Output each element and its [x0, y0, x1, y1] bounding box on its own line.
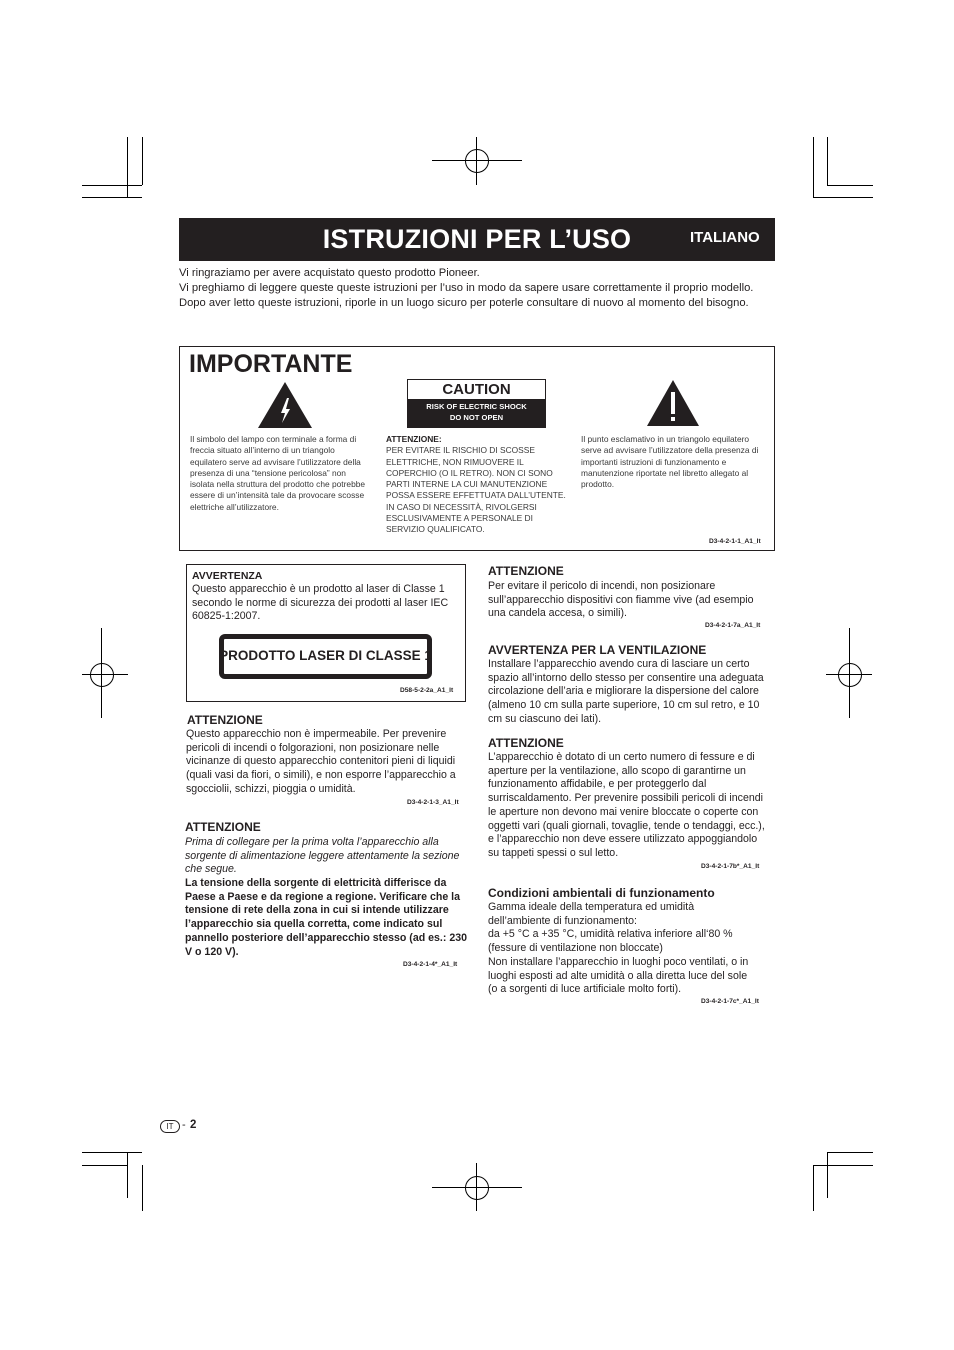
- attenzione-2-heading: ATTENZIONE: [185, 820, 261, 834]
- caution-sub-line-2: DO NOT OPEN: [449, 412, 504, 422]
- attenzione-2-bold: La tensione della sorgente di elettricità differisce da Paese a Paese e da regione a regione. Verificare che la tensione di rete della zona in cui si intende utilizzare l’apparecchio sia quella corretta, come indicato sul pannello posteriore dell’apparecchio stesso (ad es.: 230 V o 120 V).: [185, 877, 468, 958]
- importante-title: IMPORTANTE: [189, 350, 353, 378]
- attenzione-1-text: Questo apparecchio non è impermeabile. Per prevenire pericoli di incendi o folgorazioni, non posizionare nelle vicinanze di questo apparecchio contenitori pieni di liquidi (quali vasi da fiori, o simili), e non esporre l’apparecchio a sgocciolii, schizzi, pioggia o umidità.: [186, 728, 456, 795]
- intro-line-1: Vi ringraziamo per avere acquistato questo prodotto Pioneer.: [179, 267, 480, 279]
- condizioni-line-1: Gamma ideale della temperatura ed umidità dell’ambiente di funzionamento:: [488, 901, 695, 927]
- attenzione-4-text: L’apparecchio è dotato di un certo numero di fessure e di aperture per la ventilazione, allo scopo di garantirne un funzionamento affidabile, e per proteggerlo dal surriscaldamento. Per prevenire possibili pericoli di incendi le aperture non devono mai venire bloccate o coperte con oggetti vari (quali giornali, tovaglie, tende o tendaggi, ecc.), e l’apparecchio non deve essere utilizzato appoggiandolo su tappeti spessi o sul letto.: [488, 751, 765, 859]
- ventilazione-heading: AVVERTENZA PER LA VENTILAZIONE: [488, 643, 707, 657]
- attenzione-3-code: D3-4-2-1-7a_A1_It: [705, 622, 761, 629]
- laser-class-label-text: PRODOTTO LASER DI CLASSE 1: [219, 648, 432, 663]
- avvertenza-text: Questo apparecchio è un prodotto al laser di Classe 1 secondo le norme di sicurezza dei prodotti al laser IEC 60825-1:2007.: [192, 583, 449, 623]
- importante-code: D3-4-2-1-1_A1_It: [709, 538, 761, 545]
- condizioni-code: D3-4-2-1-7c*_A1_It: [701, 998, 759, 1005]
- attenzione-1-heading: ATTENZIONE: [187, 713, 263, 727]
- avvertenza-code: D58-5-2-2a_A1_It: [400, 687, 454, 694]
- condizioni-text: [488, 901, 758, 997]
- caution-sub-line-1: RISK OF ELECTRIC SHOCK: [426, 402, 527, 411]
- page-number-dash: -: [182, 1119, 186, 1131]
- lightning-triangle-icon: [256, 380, 314, 430]
- exclamation-description: Il punto esclamativo in un triangolo equilatero serve ad avvisare l’utilizzatore della presenza di importanti istruzioni di funzionamento e manutenzione riportate nel libretto allegato al prodotto.: [581, 434, 759, 490]
- intro-text: [179, 266, 775, 311]
- attenzione-3-text: Per evitare il pericolo di incendi, non posizionare sull’apparecchio dispositivi con fiamme vive (ad esempio una candela accesa, o simili).: [488, 580, 754, 620]
- attenzione-4-code: D3-4-2-1-7b*_A1_It: [701, 863, 760, 870]
- page-title: ISTRUZIONI PER L’USO: [322, 224, 632, 254]
- condizioni-line-2: da +5 °C a +35 °C, umidità relativa inferiore all‘80 % (fessure di ventilazione non bloccate): [488, 928, 733, 955]
- caution-word: CAUTION: [442, 381, 511, 398]
- caution-description: [386, 434, 566, 536]
- ventilazione-text: Installare l’apparecchio avendo cura di lasciare un certo spazio all’intorno dello stesso per consentire una adeguata circolazione dell’aria e migliorare la dispersione del calore (almeno 10 cm sulla parte superiore, 10 cm sul retro, e 10 cm su ciascuno dei lati).: [488, 658, 764, 725]
- attenzione-3-heading: ATTENZIONE: [488, 564, 564, 578]
- lightning-description: Il simbolo del lampo con terminale a forma di freccia situato all’interno di un triangolo equilatero serve ad avvisare l’utilizzatore della presenza di una “tensione pericolosa” non isolata nella struttura del prodotto che potrebbe essere di un’intensità tale da provocare scosse elettriche all’utilizzatore.: [190, 434, 366, 512]
- attenzione-4-heading: ATTENZIONE: [488, 736, 564, 750]
- language-code-badge: IT: [160, 1120, 180, 1133]
- caution-description-heading: ATTENZIONE:: [386, 434, 442, 444]
- avvertenza-heading: AVVERTENZA: [192, 570, 263, 582]
- caution-subtext: [408, 402, 545, 423]
- condizioni-line-3: Non installare l’apparecchio in luoghi poco ventilati, o in luoghi esposti ad alte umidità o alla diretta luce del sole (o a sorgenti di luce artificiale molto forti).: [488, 955, 749, 996]
- attenzione-2-code: D3-4-2-1-4*_A1_It: [403, 961, 458, 968]
- attenzione-2-italic: Prima di collegare per la prima volta l’apparecchio alla sorgente di alimentazione leggere attentamente la sezione che segue.: [185, 836, 460, 876]
- page-number: 2: [190, 1119, 197, 1131]
- condizioni-heading: Condizioni ambientali di funzionamento: [488, 886, 715, 900]
- caution-description-text: PER EVITARE IL RISCHIO DI SCOSSE ELETTRICHE, NON RIMUOVERE IL COPERCHIO (O IL RETRO). NON CI SONO PARTI INTERNE LA CUI MANUTENZIONE POSSA ESSERE EFFETTUATA DALL’UTENTE. IN CASO DI NECESSITÀ, RIVOLGERSI ESCLUSIVAMENTE A PERSONALE DI SERVIZIO QUALIFICATO.: [386, 445, 566, 535]
- intro-line-2: Vi preghiamo di leggere queste queste istruzioni per l’uso in modo da sapere usare correttamente il proprio modello. Dopo aver letto queste istruzioni, riporle in un luogo sicuro per poterle consultare di nuovo al momento del bisogno.: [179, 282, 754, 309]
- attenzione-1-code: D3-4-2-1-3_A1_It: [407, 799, 459, 806]
- exclamation-triangle-icon: [645, 378, 701, 428]
- language-label: ITALIANO: [690, 229, 760, 246]
